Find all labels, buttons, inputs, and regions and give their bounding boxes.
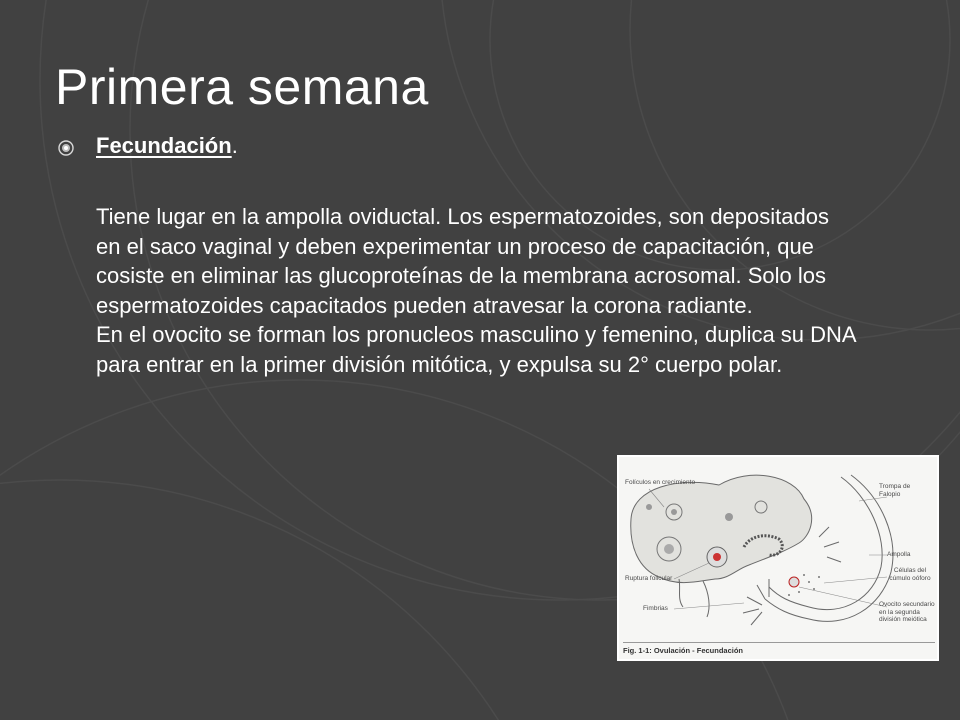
paragraph-fertilization: Tiene lugar en la ampolla oviductal. Los espermatozoides, son depositados en el saco vaginal y deben experimentar un proceso de capacitación, que cosiste en eliminar las glucoproteínas de la membrana acrosomal. Solo los espermatozoides capacitados pueden atravesar la corona radiante.: [96, 204, 829, 318]
paragraph-pronuclei: En el ovocito se forman los pronucleos masculino y femenino, duplica su DNA para entrar en la primer división mitótica, y expulsa su 2° cuerpo polar.: [96, 322, 856, 377]
label-ovocito: Ovocito secundario en la segunda división meiótica: [879, 601, 935, 623]
target-bullet-icon: [58, 140, 74, 156]
body-text: [96, 202, 856, 379]
ovulation-figure: [617, 455, 939, 661]
label-foliculos: Folículos en crecimiento: [625, 479, 696, 486]
section-heading: [96, 133, 238, 159]
figure-caption: Fig. 1-1: Ovulación - Fecundación: [623, 642, 935, 655]
heading-period: .: [231, 133, 238, 158]
heading-label: Fecundación: [96, 133, 232, 158]
label-celulas: Células del cúmulo oóforo: [889, 567, 931, 582]
label-ampolla: Ampolla: [887, 551, 911, 558]
label-ruptura: Ruptura folicular: [625, 575, 673, 582]
label-trompa: Trompa de Falopio: [879, 483, 911, 498]
slide-title: Primera semana: [55, 59, 429, 115]
label-fimbrias: Fimbrias: [643, 605, 668, 612]
